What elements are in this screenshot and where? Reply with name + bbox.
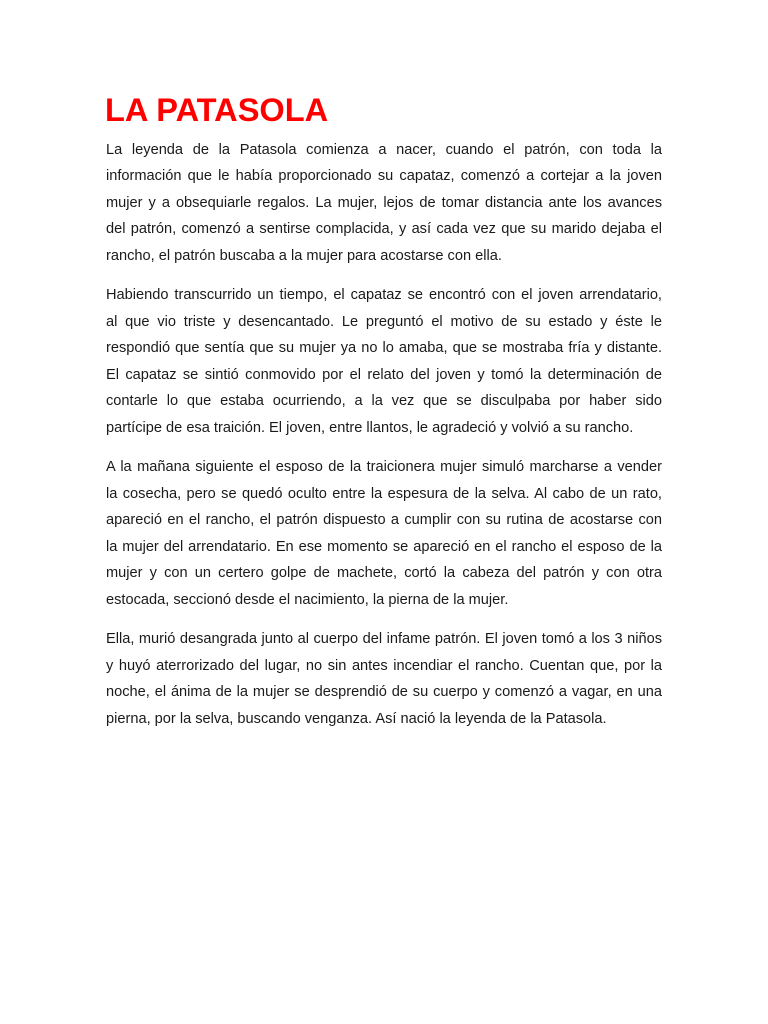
- paragraph-line: mujer y con un certero golpe de machete, cortó la cabeza del patrón y con otra: [106, 565, 662, 581]
- paragraph-line: partícipe de esa traición. El joven, entre llantos, le agradeció y volvió a su rancho.: [106, 419, 634, 436]
- paragraph-line: Habiendo transcurrido un tiempo, el capataz se encontró con el joven arrendatario,: [106, 287, 662, 303]
- paragraph-line: La leyenda de la Patasola comienza a nacer, cuando el patrón, con toda la: [106, 141, 662, 158]
- paragraph-line: mujer y a obsequiarle regalos. La mujer, lejos de tomar distancia ante los avances: [106, 194, 662, 211]
- paragraph-line: respondió que sentía que su mujer ya no lo amaba, que se mostraba fría y distante.: [106, 340, 662, 356]
- paragraph-line: El capataz se sintió conmovido por el relato del joven y tomó la determinación de: [106, 366, 662, 383]
- paragraph-line: información que le había proporcionado su capataz, comenzó a cortejar a la joven: [106, 168, 662, 184]
- paragraph-line: y huyó aterrorizado del lugar, no sin antes incendiar el rancho. Cuentan que, por la: [106, 657, 662, 674]
- paragraph-line: A la mañana siguiente el esposo de la traicionera mujer simuló marcharse a vender: [106, 459, 662, 475]
- paragraph-3: [106, 454, 662, 613]
- paragraph-line: estocada, seccionó desde el nacimiento, la pierna de la mujer.: [106, 591, 509, 608]
- paragraph-line: apareció en el rancho, el patrón dispuesto a cumplir con su rutina de acostarse con: [106, 512, 662, 528]
- document-body: [106, 137, 662, 746]
- paragraph-1: [106, 137, 662, 270]
- paragraph-line: la cosecha, pero se quedó oculto entre la espesura de la selva. Al cabo de un rato,: [106, 485, 662, 502]
- paragraph-line: la mujer del arrendatario. En ese momento se apareció en el rancho el esposo de la: [106, 538, 662, 555]
- paragraph-line: contarle lo que estaba ocurriendo, a la vez que se disculpaba por haber sido: [106, 393, 662, 409]
- paragraph-4: [106, 626, 662, 732]
- paragraph-2: [106, 282, 662, 441]
- paragraph-line: Ella, murió desangrada junto al cuerpo del infame patrón. El joven tomó a los 3 niños: [106, 631, 662, 647]
- paragraph-line: pierna, por la selva, buscando venganza. Así nació la leyenda de la Patasola.: [106, 710, 607, 727]
- paragraph-line: al que vio triste y desencantado. Le preguntó el motivo de su estado y éste le: [106, 313, 662, 330]
- document-title: LA PATASOLA: [105, 91, 329, 128]
- paragraph-line: del patrón, comenzó a sentirse complacida, y así cada vez que su marido dejaba el: [106, 221, 662, 237]
- paragraph-line: noche, el ánima de la mujer se desprendió de su cuerpo y comenzó a vagar, en una: [106, 684, 662, 700]
- paragraph-line: rancho, el patrón buscaba a la mujer para acostarse con ella.: [106, 247, 502, 264]
